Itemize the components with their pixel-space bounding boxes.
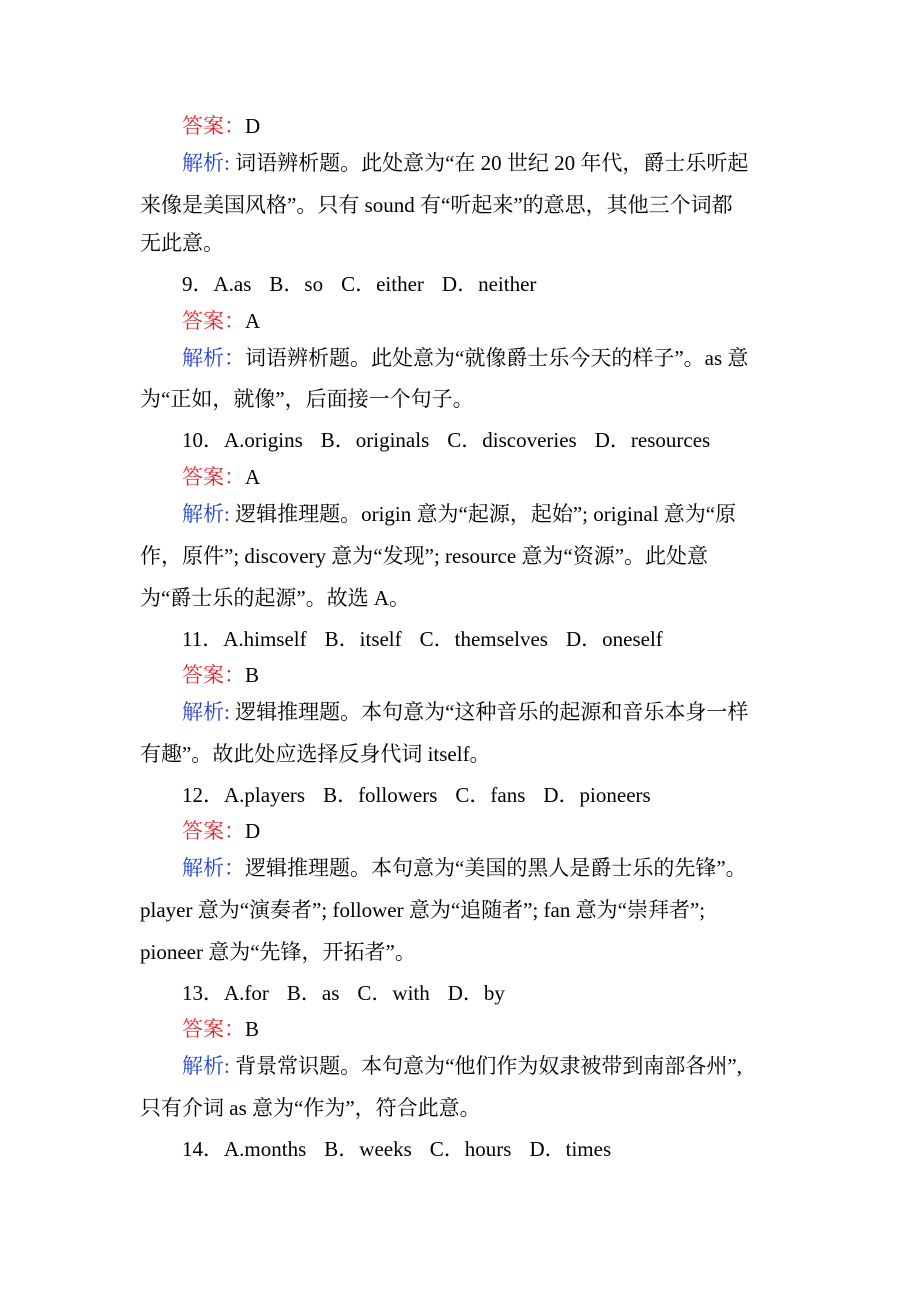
- analysis-text: 逻辑推理题。本句意为“这种音乐的起源和音乐本身一样: [229, 700, 749, 724]
- option-d: D．resources: [594, 428, 711, 452]
- option-a: 10．A.origins: [182, 428, 303, 452]
- analysis-label: 解析：: [182, 346, 245, 370]
- answer-line-q12: [182, 816, 782, 846]
- analysis-line-q13-1: [182, 1051, 782, 1081]
- option-a: 13．A.for: [182, 981, 269, 1005]
- answer-value: B: [245, 663, 260, 687]
- analysis-text: 词语辨析题。此处意为“就像爵士乐今天的样子”。as 意: [245, 346, 749, 370]
- option-d: D．times: [529, 1137, 612, 1161]
- answer-value: A: [245, 309, 261, 333]
- question-options-q13: [182, 978, 782, 1008]
- answer-label: 答案：: [182, 1017, 245, 1041]
- answer-label: 答案：: [182, 114, 245, 138]
- question-options-q12: [182, 780, 782, 810]
- option-c: C．hours: [429, 1137, 512, 1161]
- option-c: C．discoveries: [447, 428, 577, 452]
- option-d: D．oneself: [565, 627, 663, 651]
- option-d: D．pioneers: [543, 783, 651, 807]
- analysis-line-q10-2: 作，原件”; discovery 意为“发现”; resource 意为“资源”。此处意: [140, 544, 709, 568]
- option-a: 12．A.players: [182, 783, 306, 807]
- analysis-text: 逻辑推理题。本句意为“美国的黑人是爵士乐的先锋”。: [245, 856, 747, 880]
- answer-label: 答案：: [182, 663, 245, 687]
- option-c: C．with: [357, 981, 430, 1005]
- analysis-line-q10-1: [182, 499, 782, 529]
- option-b: B．itself: [324, 627, 402, 651]
- answer-label: 答案：: [182, 309, 245, 333]
- option-d: D．by: [447, 981, 505, 1005]
- question-options-q10: [182, 425, 782, 455]
- option-a: 11．A.himself: [182, 627, 307, 651]
- answer-line-q9: [182, 306, 782, 336]
- analysis-text: 词语辨析题。此处意为“在 20 世纪 20 年代，爵士乐听起: [229, 151, 749, 175]
- analysis-line-q9-2: 为“正如，就像”，后面接一个句子。: [140, 387, 474, 411]
- answer-value: B: [245, 1017, 260, 1041]
- answer-line-q11: [182, 660, 782, 690]
- analysis-line-q12-3: pioneer 意为“先锋，开拓者”。: [140, 940, 416, 964]
- option-b: B．originals: [320, 428, 430, 452]
- analysis-line-q12-2: player 意为“演奏者”; follower 意为“追随者”; fan 意为“崇拜者”;: [140, 898, 706, 922]
- analysis-label: 解析:: [182, 151, 230, 175]
- question-options-q14: [182, 1134, 782, 1164]
- analysis-label: 解析：: [182, 856, 245, 880]
- answer-value: A: [245, 465, 261, 489]
- answer-line-q10: [182, 462, 782, 492]
- answer-line-q13: [182, 1014, 782, 1044]
- option-d: D．neither: [441, 272, 537, 296]
- answer-value: D: [245, 114, 261, 138]
- option-c: C．themselves: [419, 627, 548, 651]
- option-c: C．either: [341, 272, 424, 296]
- question-options-q11: [182, 624, 782, 654]
- question-options-q9: [182, 269, 782, 299]
- analysis-label: 解析:: [182, 700, 230, 724]
- analysis-label: 解析:: [182, 502, 230, 526]
- analysis-line-q8-1: [182, 148, 782, 178]
- analysis-text: 逻辑推理题。origin 意为“起源，起始”; original 意为“原: [229, 502, 737, 526]
- option-b: B．followers: [323, 783, 438, 807]
- answer-line-q8: [182, 111, 782, 141]
- option-b: B．as: [286, 981, 340, 1005]
- analysis-line-q8-3: 无此意。: [140, 231, 224, 255]
- analysis-line-q9-1: [182, 343, 782, 373]
- answer-value: D: [245, 819, 261, 843]
- analysis-line-q8-2: 来像是美国风格”。只有 sound 有“听起来”的意思，其他三个词都: [140, 193, 733, 217]
- option-a: 14．A.months: [182, 1137, 307, 1161]
- option-b: B．weeks: [324, 1137, 412, 1161]
- answer-label: 答案：: [182, 819, 245, 843]
- option-b: B．so: [269, 272, 324, 296]
- option-a: 9．A.as: [182, 272, 252, 296]
- analysis-line-q12-1: [182, 853, 782, 883]
- analysis-line-q11-1: [182, 697, 782, 727]
- analysis-line-q13-2: 只有介词 as 意为“作为”，符合此意。: [140, 1096, 481, 1120]
- analysis-line-q11-2: 有趣”。故此处应选择反身代词 itself。: [140, 742, 491, 766]
- analysis-line-q10-3: 为“爵士乐的起源”。故选 A。: [140, 586, 411, 610]
- option-c: C．fans: [455, 783, 526, 807]
- analysis-text: 背景常识题。本句意为“他们作为奴隶被带到南部各州”,: [229, 1054, 742, 1078]
- analysis-label: 解析:: [182, 1054, 230, 1078]
- answer-label: 答案：: [182, 465, 245, 489]
